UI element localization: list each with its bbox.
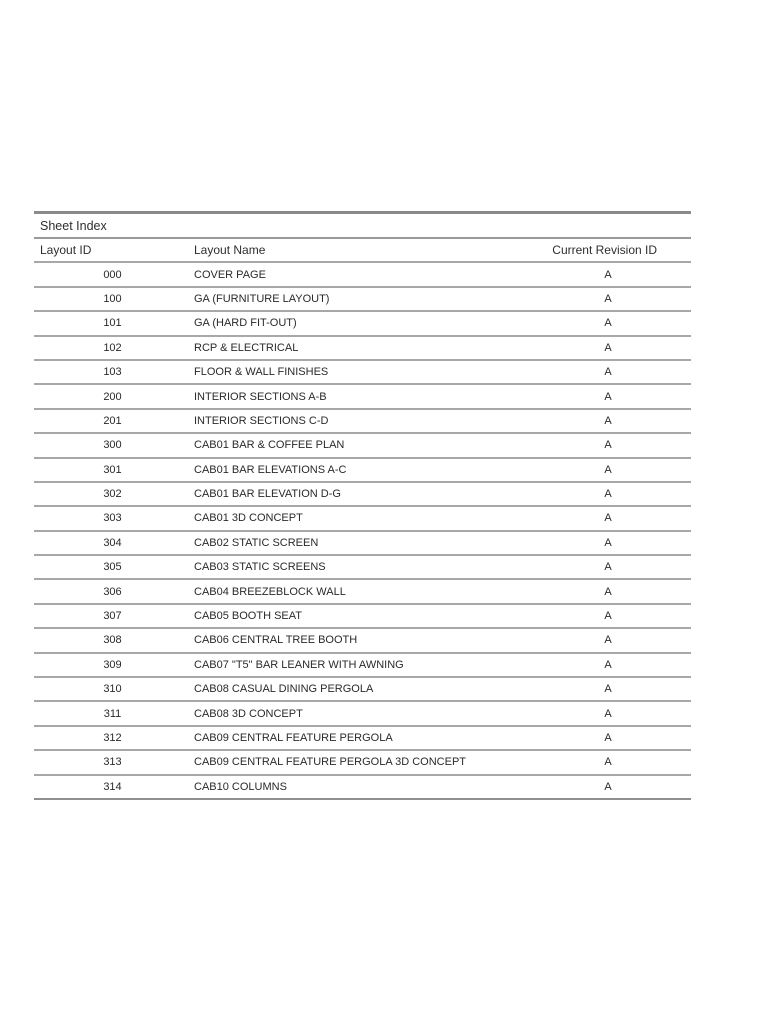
table-row	[34, 678, 691, 702]
table-body	[34, 263, 691, 800]
layout-name-cell: CAB09 CENTRAL FEATURE PERGOLA	[194, 732, 393, 744]
layout-id-cell: 101	[103, 317, 122, 330]
layout-name-cell: CAB05 BOOTH SEAT	[194, 610, 302, 623]
revision-id-cell: A	[604, 658, 612, 671]
table-row	[34, 385, 691, 409]
layout-name-cell: INTERIOR SECTIONS C-D	[194, 414, 329, 427]
header-revision-id: Current Revision ID	[552, 243, 657, 258]
layout-id-cell: 102	[103, 341, 122, 354]
layout-id-cell: 312	[103, 732, 122, 744]
table-row	[34, 556, 691, 580]
layout-id-cell: 313	[103, 756, 122, 769]
layout-id-cell: 103	[103, 366, 122, 379]
revision-id-cell: A	[604, 268, 612, 281]
layout-id-cell: 201	[103, 414, 122, 427]
revision-id-cell: A	[604, 780, 612, 793]
revision-id-cell: A	[604, 366, 612, 379]
revision-id-cell: A	[604, 536, 612, 549]
layout-id-cell: 307	[103, 610, 122, 623]
table-row	[34, 483, 691, 507]
layout-name-cell: GA (HARD FIT-OUT)	[194, 317, 297, 330]
layout-name-cell: CAB09 CENTRAL FEATURE PERGOLA 3D CONCEPT	[194, 756, 467, 769]
layout-id-cell: 301	[103, 463, 122, 476]
revision-id-cell: A	[604, 634, 612, 647]
layout-name-cell: GA (FURNITURE LAYOUT)	[194, 292, 330, 305]
table-row	[34, 532, 691, 556]
layout-id-cell: 300	[103, 439, 122, 452]
layout-name-cell: CAB08 3D CONCEPT	[194, 707, 303, 720]
layout-name-cell: CAB07 "T5" BAR LEANER WITH AWNING	[194, 658, 404, 671]
table-header-row	[34, 239, 691, 263]
table-row	[34, 776, 691, 800]
table-row	[34, 507, 691, 531]
revision-id-cell: A	[604, 390, 612, 403]
table-row	[34, 312, 691, 336]
table-row	[34, 263, 691, 287]
layout-name-cell: FLOOR & WALL FINISHES	[194, 366, 329, 379]
table-row	[34, 751, 691, 775]
table-row	[34, 702, 691, 726]
revision-id-cell: A	[604, 292, 612, 305]
table-title-text: Sheet Index	[40, 218, 107, 233]
layout-name-cell: CAB08 CASUAL DINING PERGOLA	[194, 683, 374, 696]
layout-id-cell: 304	[103, 536, 122, 549]
revision-id-cell: A	[604, 561, 612, 574]
layout-id-cell: 200	[103, 390, 122, 403]
layout-name-cell: RCP & ELECTRICAL	[194, 341, 299, 354]
revision-id-cell: A	[604, 341, 612, 354]
table-row	[34, 288, 691, 312]
table-row	[34, 580, 691, 604]
layout-id-cell: 305	[103, 561, 122, 574]
table-row	[34, 337, 691, 361]
table-row	[34, 629, 691, 653]
table-row	[34, 727, 691, 751]
revision-id-cell: A	[604, 317, 612, 330]
revision-id-cell: A	[604, 463, 612, 476]
revision-id-cell: A	[604, 610, 612, 623]
revision-id-cell: A	[604, 439, 612, 452]
layout-id-cell: 000	[103, 268, 122, 281]
layout-id-cell: 306	[103, 585, 122, 598]
layout-id-cell: 310	[103, 683, 122, 696]
revision-id-cell: A	[604, 707, 612, 720]
revision-id-cell: A	[604, 488, 612, 501]
revision-id-cell: A	[604, 756, 612, 769]
layout-name-cell: COVER PAGE	[194, 268, 266, 281]
sheet-index-table	[34, 211, 691, 800]
revision-id-cell: A	[604, 512, 612, 525]
revision-id-cell: A	[604, 414, 612, 427]
layout-id-cell: 302	[103, 488, 122, 501]
layout-name-cell: CAB01 3D CONCEPT	[194, 512, 303, 525]
layout-name-cell: INTERIOR SECTIONS A-B	[194, 390, 327, 403]
header-layout-name: Layout Name	[194, 243, 266, 258]
table-row	[34, 605, 691, 629]
layout-name-cell: CAB10 COLUMNS	[194, 780, 287, 793]
table-row	[34, 434, 691, 458]
table-title	[34, 214, 691, 239]
layout-name-cell: CAB03 STATIC SCREENS	[194, 561, 326, 574]
revision-id-cell: A	[604, 683, 612, 696]
layout-name-cell: CAB01 BAR ELEVATIONS A-C	[194, 463, 347, 476]
layout-name-cell: CAB04 BREEZEBLOCK WALL	[194, 585, 346, 598]
layout-id-cell: 309	[103, 658, 122, 671]
table-row	[34, 410, 691, 434]
layout-id-cell: 303	[103, 512, 122, 525]
header-layout-id: Layout ID	[40, 243, 92, 258]
table-row	[34, 459, 691, 483]
layout-name-cell: CAB01 BAR ELEVATION D-G	[194, 488, 341, 501]
revision-id-cell: A	[604, 585, 612, 598]
layout-name-cell: CAB01 BAR & COFFEE PLAN	[194, 439, 345, 452]
table-row	[34, 654, 691, 678]
layout-name-cell: CAB02 STATIC SCREEN	[194, 536, 319, 549]
revision-id-cell: A	[604, 732, 612, 744]
layout-name-cell: CAB06 CENTRAL TREE BOOTH	[194, 634, 358, 647]
table-row	[34, 361, 691, 385]
layout-id-cell: 314	[103, 780, 122, 793]
layout-id-cell: 311	[103, 707, 122, 720]
layout-id-cell: 100	[103, 292, 122, 305]
layout-id-cell: 308	[103, 634, 122, 647]
